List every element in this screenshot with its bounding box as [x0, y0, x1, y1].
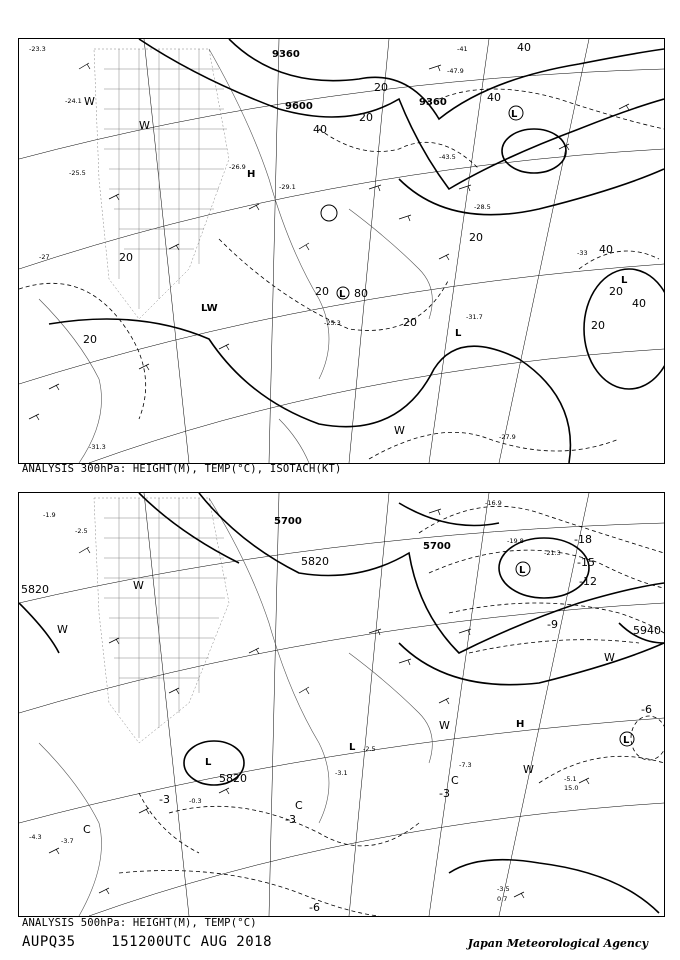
isotherm-label: -6	[309, 901, 320, 914]
pressure-system-markers	[84, 95, 628, 437]
cold-marker: C	[83, 823, 91, 836]
isotherm-label: -12	[579, 575, 597, 588]
temp-obs: -27.9	[499, 433, 516, 441]
warm-marker: W	[523, 763, 534, 776]
isotherm-label: -15	[577, 556, 595, 569]
isotach-label: 80	[354, 287, 368, 300]
warm-marker: W	[604, 651, 615, 664]
isotach-label: 20	[119, 251, 133, 264]
isotach-label: 40	[632, 297, 646, 310]
isotach-label: 20	[609, 285, 623, 298]
temp-obs: -2.5	[75, 527, 88, 535]
agency-credit: Japan Meteorological Agency	[467, 937, 648, 950]
temp-obs: -16.9	[485, 499, 502, 507]
height-label: 5700	[274, 516, 302, 527]
isotach-label: 20	[83, 333, 97, 346]
low-marker: L	[339, 289, 346, 300]
low-center-ring	[321, 205, 337, 221]
temp-obs: -29.1	[279, 183, 296, 191]
temp-obs: -43.5	[439, 153, 456, 161]
height-label: 5700	[423, 541, 451, 552]
graticule	[19, 493, 664, 916]
hatched-region	[94, 49, 229, 319]
isotach-label: 40	[313, 123, 327, 136]
low-marker: L	[621, 275, 628, 286]
isotherm-label: -6	[641, 703, 652, 716]
temp-obs: -3.7	[61, 837, 74, 845]
warm-marker: W	[84, 95, 95, 108]
map-500hpa	[18, 492, 665, 917]
isotach-label: 20	[359, 111, 373, 124]
height-label: 9360	[272, 49, 300, 60]
isotach-label: 20	[315, 285, 329, 298]
height-labels	[21, 516, 661, 785]
low-warm-marker: LW	[201, 303, 218, 314]
warm-marker: W	[439, 719, 450, 732]
temp-obs: -25.5	[69, 169, 86, 177]
warm-marker: W	[57, 623, 68, 636]
height-label: 5940	[633, 624, 661, 637]
temp-obs: -33	[577, 249, 588, 257]
isotherm-label: -18	[574, 533, 592, 546]
height-label: 9600	[285, 101, 313, 112]
temp-obs: -1.9	[43, 511, 56, 519]
height-contours	[49, 39, 664, 463]
isotach-label: 20	[591, 319, 605, 332]
isotach-label: 20	[403, 316, 417, 329]
isotach-label: 40	[517, 41, 531, 54]
pressure-system-markers	[57, 565, 630, 836]
temp-obs: -23.3	[29, 45, 46, 53]
height-labels	[272, 49, 447, 112]
height-label: 5820	[219, 772, 247, 785]
temp-obs: -25.3	[324, 319, 341, 327]
height-contours	[19, 493, 664, 913]
isotherm-label: -3	[439, 787, 450, 800]
cold-marker: C	[451, 774, 459, 787]
high-marker: H	[247, 169, 256, 180]
height-label: 5820	[301, 555, 329, 568]
isotach-label: 40	[599, 243, 613, 256]
temp-obs: -7.3	[459, 761, 472, 769]
cold-marker: C	[295, 799, 303, 812]
temp-obs: -28.5	[474, 203, 491, 211]
temp-obs: -3.1	[335, 769, 348, 777]
temp-obs: -19.8	[507, 537, 524, 545]
temp-obs: -3.5	[497, 885, 510, 893]
low-marker: L	[511, 109, 518, 120]
low-marker: L	[623, 735, 630, 746]
hatched-region	[94, 498, 229, 743]
temp-obs: 15.0	[564, 784, 579, 792]
temp-obs: -4.3	[29, 833, 42, 841]
isotherm-label: -9	[547, 618, 558, 631]
temp-obs: -26.9	[229, 163, 246, 171]
low-marker: L	[519, 565, 526, 576]
low-marker: L	[205, 757, 212, 768]
map-300hpa-svg	[19, 39, 664, 463]
chart-datetime: 151200UTC AUG 2018	[111, 934, 273, 950]
isotherm-labels	[159, 533, 652, 914]
temp-obs: -2.5	[363, 745, 376, 753]
caption-300hpa: ANALYSIS 300hPa: HEIGHT(M), TEMP(°C), ISOTACH(KT)	[22, 463, 342, 475]
isotach-label: 20	[469, 231, 483, 244]
temp-obs: -5.1	[564, 775, 577, 783]
warm-marker: W	[139, 119, 150, 132]
temp-obs: -31.3	[89, 443, 106, 451]
temp-obs: 0.7	[497, 895, 508, 903]
warm-marker: W	[133, 579, 144, 592]
chart-id-line	[22, 934, 272, 950]
high-marker: H	[516, 719, 525, 730]
isotherm-label: -3	[159, 793, 170, 806]
temp-obs: -31.7	[466, 313, 483, 321]
caption-500hpa: ANALYSIS 500hPa: HEIGHT(M), TEMP(°C)	[22, 917, 257, 929]
low-marker: L	[349, 742, 356, 753]
map-500hpa-svg	[19, 493, 664, 916]
temp-obs: -27	[39, 253, 50, 261]
isotach-label: 40	[487, 91, 501, 104]
isotach-label: 20	[374, 81, 388, 94]
isotherm-label: -3	[285, 813, 296, 826]
temp-obs: -41	[457, 45, 468, 53]
height-label: 9360	[419, 97, 447, 108]
temp-obs: -21.3	[544, 549, 561, 557]
low-marker: L	[455, 328, 462, 339]
temp-obs: -0.3	[189, 797, 202, 805]
temp-obs: -47.9	[447, 67, 464, 75]
map-300hpa	[18, 38, 665, 464]
chart-code: AUPQ35	[22, 934, 76, 950]
height-label: 5820	[21, 583, 49, 596]
graticule	[19, 39, 664, 463]
warm-marker: W	[394, 424, 405, 437]
temp-obs: -24.1	[65, 97, 82, 105]
